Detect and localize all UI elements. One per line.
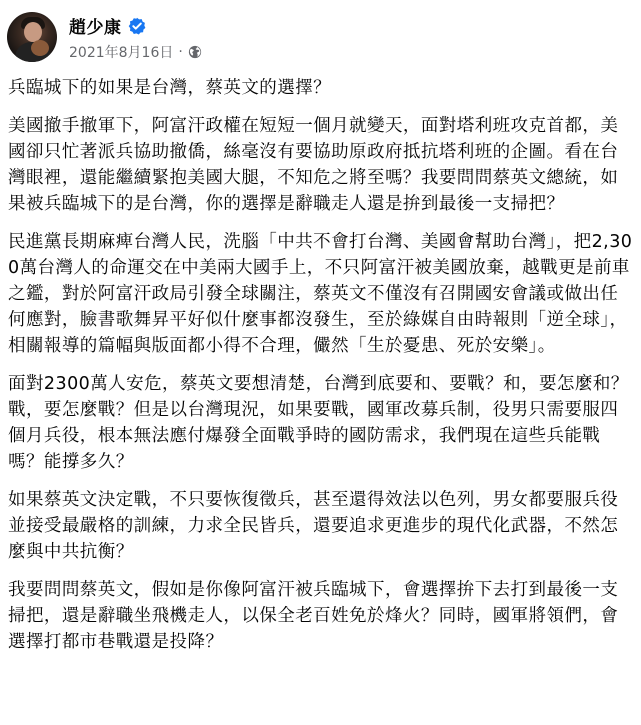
post-paragraph: 面對2300萬人安危，蔡英文要想清楚，台灣到底要和、要戰？和，要怎麼和？戰，要怎麼戰？但是以台灣現況，如果要戰，國軍改募兵制，役男只需要服四個月兵役，根本無法應付爆發全面戰爭時的國防需求，我們現在這些兵能戰嗎？能撐多久？ <box>8 374 629 472</box>
post-paragraph: 我要問問蔡英文，假如是你像阿富汗被兵臨城下，會選擇拚下去打到最後一支掃把，還是辭職坐飛機走人，以保全老百姓免於烽火？同時，國軍將領們，會選擇打都市巷戰還是投降？ <box>8 580 619 652</box>
post-body <box>8 75 636 667</box>
post-meta <box>69 42 202 62</box>
verified-badge-icon <box>128 17 146 35</box>
post-paragraph: 民進黨長期麻痺台灣人民，洗腦「中共不會打台灣、美國會幫助台灣」，把2,300萬台灣人的命運交在中美兩大國手上，不只阿富汗被美國放棄，越戰更是前車之鑑，對於阿富汗政局引發全球關注，蔡英文不僅沒有召開國安會議或做出任何應對，臉書歌舞昇平好似什麼事都沒發生，至於綠媒自由時報則「逆全球」，相關報導的篇幅與版面都小得不合理，儼然「生於憂患、死於安樂」。 <box>8 232 633 356</box>
post-paragraph: 如果蔡英文決定戰，不只要恢復徵兵，甚至還得效法以色列，男女都要服兵役並接受最嚴格的訓練，力求全民皆兵，還要追求更進步的現代化武器，不然怎麼與中共抗衡？ <box>8 490 619 562</box>
meta-separator: · <box>178 44 183 60</box>
post-paragraph-title: 兵臨城下的如果是台灣，蔡英文的選擇？ <box>8 78 332 98</box>
author-name[interactable]: 趙少康 <box>69 18 122 38</box>
avatar-figure-face <box>24 22 42 42</box>
globe-icon[interactable] <box>188 45 202 59</box>
avatar-dog <box>31 40 49 56</box>
post-paragraph: 美國撤手撤軍下，阿富汗政權在短短一個月就變天，面對塔利班攻克首都，美國卻只忙著派兵協助撤僑，絲毫沒有要協助原政府抵抗塔利班的企圖。看在台灣眼裡，還能繼續緊抱美國大腿，不知危之將至嗎？我要問問蔡英文總統，如果被兵臨城下的是台灣，你的選擇是辭職走人還是拚到最後一支掃把？ <box>8 116 619 214</box>
author-avatar[interactable] <box>7 12 57 62</box>
author-row <box>69 13 146 38</box>
post-header <box>0 0 641 70</box>
post-date[interactable]: 2021年8月16日 <box>69 45 174 61</box>
